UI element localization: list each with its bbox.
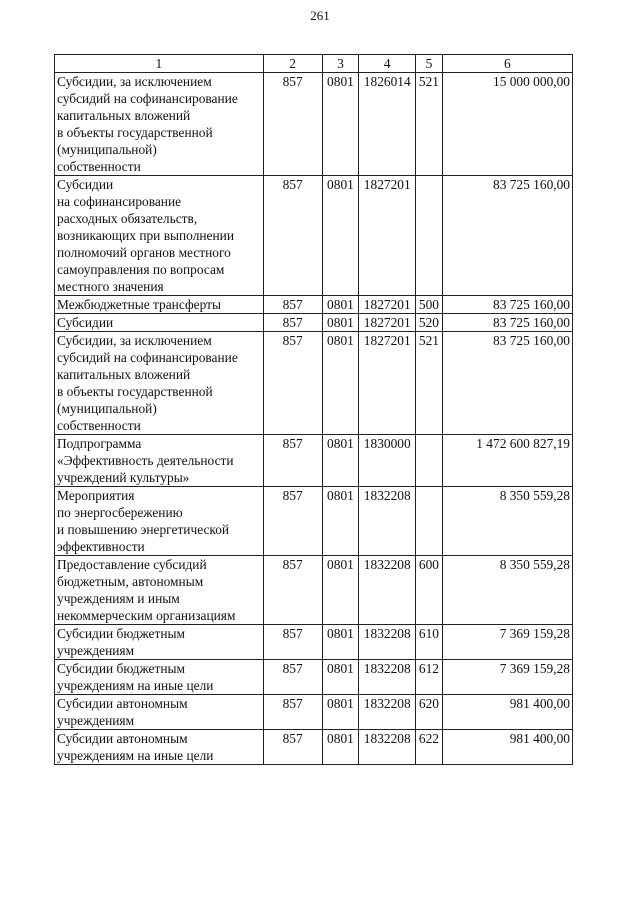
target-code: 1830000 [359,435,416,487]
row-name-line: капитальных вложений [57,108,191,123]
target-code: 1832208 [359,660,416,695]
amount: 83 725 160,00 [442,296,572,314]
row-name-line: Субсидии автономным [57,731,188,746]
expense-type: 600 [416,556,442,625]
section-code: 0801 [322,730,359,765]
budget-table [54,54,573,765]
amount: 83 725 160,00 [442,176,572,296]
row-name [55,73,264,176]
table-row [55,660,573,695]
expense-type: 622 [416,730,442,765]
row-name-line: и повышению энергетической [57,522,230,537]
row-name-line: бюджетным, автономным [57,574,204,589]
section-code: 0801 [322,660,359,695]
table-row [55,487,573,556]
row-name [55,695,264,730]
admin-code: 857 [263,176,322,296]
row-name-line: местного значения [57,279,164,294]
row-name-line: самоуправления по вопросам [57,262,225,277]
row-name-line: полномочий органов местного [57,245,231,260]
row-name [55,314,264,332]
table-row [55,314,573,332]
target-code: 1827201 [359,332,416,435]
admin-code: 857 [263,625,322,660]
table-row [55,625,573,660]
admin-code: 857 [263,730,322,765]
section-code: 0801 [322,73,359,176]
row-name [55,625,264,660]
row-name-line: Межбюджетные трансферты [57,297,221,312]
expense-type: 500 [416,296,442,314]
table-row [55,730,573,765]
admin-code: 857 [263,556,322,625]
row-name-line: Субсидии, за исключением [57,74,212,89]
row-name-line: на софинансирование [57,194,182,209]
section-code: 0801 [322,556,359,625]
table-row [55,556,573,625]
section-code: 0801 [322,332,359,435]
row-name-line: капитальных вложений [57,367,191,382]
row-name-line: по энергосбережению [57,505,183,520]
expense-type: 520 [416,314,442,332]
row-name-line: в объекты государственной [57,125,213,140]
admin-code: 857 [263,660,322,695]
row-name-line: Субсидии [57,315,114,330]
amount: 981 400,00 [442,695,572,730]
amount: 83 725 160,00 [442,314,572,332]
amount: 8 350 559,28 [442,487,572,556]
section-code: 0801 [322,176,359,296]
header-cell: 3 [322,55,359,73]
row-name-line: учреждениям на иные цели [57,678,214,693]
amount: 8 350 559,28 [442,556,572,625]
amount: 15 000 000,00 [442,73,572,176]
admin-code: 857 [263,487,322,556]
row-name-line: (муниципальной) [57,401,157,416]
row-name [55,332,264,435]
row-name [55,176,264,296]
admin-code: 857 [263,332,322,435]
section-code: 0801 [322,625,359,660]
row-name-line: некоммерческим организациям [57,608,236,623]
target-code: 1827201 [359,314,416,332]
header-row [55,55,573,73]
expense-type: 521 [416,332,442,435]
target-code: 1832208 [359,625,416,660]
row-name-line: субсидий на софинансирование [57,350,238,365]
admin-code: 857 [263,695,322,730]
target-code: 1827201 [359,296,416,314]
section-code: 0801 [322,296,359,314]
row-name [55,487,264,556]
row-name-line: учреждениям и иным [57,591,180,606]
row-name-line: Мероприятия [57,488,135,503]
row-name-line: Субсидии, за исключением [57,333,212,348]
row-name-line: собственности [57,418,141,433]
expense-type: 521 [416,73,442,176]
row-name [55,730,264,765]
table-row [55,176,573,296]
amount: 1 472 600 827,19 [442,435,572,487]
header-cell: 6 [442,55,572,73]
page-number: 261 [310,8,330,23]
section-code: 0801 [322,314,359,332]
row-name-line: субсидий на софинансирование [57,91,238,106]
section-code: 0801 [322,487,359,556]
header-cell: 5 [416,55,442,73]
target-code: 1832208 [359,556,416,625]
section-code: 0801 [322,695,359,730]
header-cell: 1 [55,55,264,73]
row-name-line: учреждениям [57,713,135,728]
amount: 981 400,00 [442,730,572,765]
row-name-line: Предоставление субсидий [57,557,207,572]
row-name-line: расходных обязательств, [57,211,198,226]
row-name-line: эффективности [57,539,145,554]
admin-code: 857 [263,314,322,332]
admin-code: 857 [263,435,322,487]
row-name [55,296,264,314]
row-name-line: учреждениям на иные цели [57,748,214,763]
admin-code: 857 [263,296,322,314]
row-name [55,435,264,487]
row-name-line: Субсидии бюджетным [57,661,185,676]
row-name-line: Подпрограмма [57,436,142,451]
target-code: 1832208 [359,730,416,765]
expense-type: 620 [416,695,442,730]
expense-type [416,176,442,296]
expense-type: 612 [416,660,442,695]
row-name-line: (муниципальной) [57,142,157,157]
amount: 7 369 159,28 [442,625,572,660]
admin-code: 857 [263,73,322,176]
amount: 7 369 159,28 [442,660,572,695]
row-name [55,556,264,625]
target-code: 1827201 [359,176,416,296]
target-code: 1832208 [359,695,416,730]
header-cell: 4 [359,55,416,73]
row-name-line: в объекты государственной [57,384,213,399]
row-name-line: Субсидии бюджетным [57,626,185,641]
target-code: 1832208 [359,487,416,556]
table-row [55,695,573,730]
row-name-line: «Эффективность деятельности [57,453,234,468]
row-name-line: Субсидии [57,177,114,192]
target-code: 1826014 [359,73,416,176]
expense-type [416,435,442,487]
table-row [55,435,573,487]
row-name-line: собственности [57,159,141,174]
header-cell: 2 [263,55,322,73]
row-name-line: Субсидии автономным [57,696,188,711]
table-row [55,73,573,176]
expense-type: 610 [416,625,442,660]
row-name-line: возникающих при выполнении [57,228,234,243]
row-name [55,660,264,695]
expense-type [416,487,442,556]
amount: 83 725 160,00 [442,332,572,435]
row-name-line: учреждений культуры» [57,470,190,485]
table-row [55,332,573,435]
section-code: 0801 [322,435,359,487]
table-row [55,296,573,314]
row-name-line: учреждениям [57,643,135,658]
